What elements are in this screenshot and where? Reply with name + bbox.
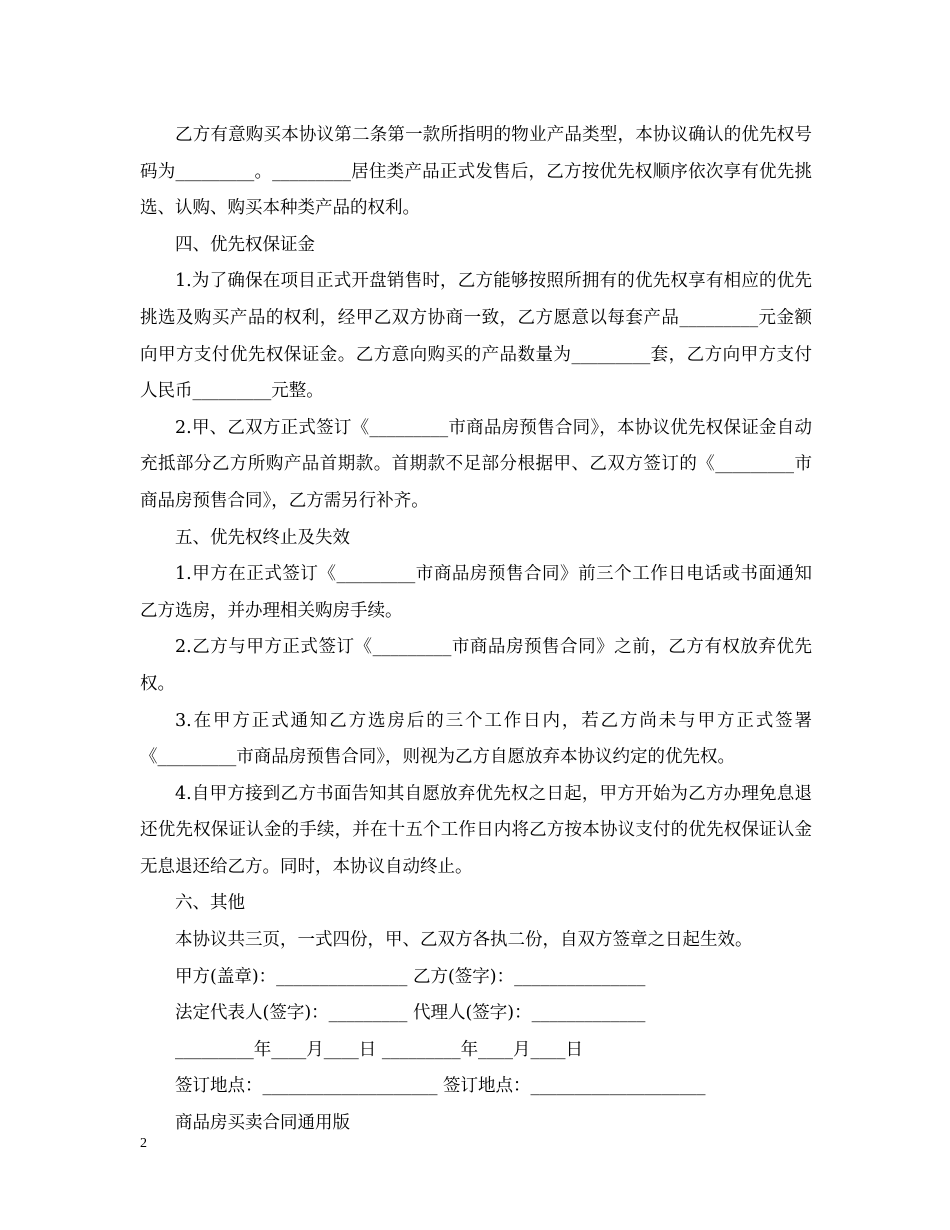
paragraph-5-4: 4.自甲方接到乙方书面告知其自愿放弃优先权之日起，甲方开始为乙方办理免息退还优先权保证认金的手续，并在十五个工作日内将乙方按本协议支付的优先权保证认金无息退还给乙方。同时，本协议自动终止。 (140, 783, 812, 877)
paragraph-5-3: 3.在甲方正式通知乙方选房后的三个工作日内，若乙方尚未与甲方正式签署《_________市商品房预售合同》，则视为乙方自愿放弃本协议约定的优先权。 (140, 710, 812, 768)
signature-line-locations: 签订地点：____________________ 签订地点：____________________ (175, 1076, 706, 1097)
section-heading-5: 五、优先权终止及失效 (175, 527, 350, 548)
paragraph-priority-number: 乙方有意购买本协议第二条第一款所指明的物业产品类型，本协议确认的优先权号码为_________。_________居住类产品正式发售后，乙方按优先权顺序依次享有优先挑选、认购、购买本种类产品的权利。 (140, 125, 812, 219)
paragraph-4-2: 2.甲、乙双方正式签订《_________市商品房预售合同》，本协议优先权保证金自动充抵部分乙方所购产品首期款。首期款不足部分根据甲、乙双方签订的《_________市商品房预售合同》，乙方需另行补齐。 (140, 417, 812, 511)
signature-line-representatives: 法定代表人(签字)：_________ 代理人(签字)：_____________ (175, 1003, 646, 1024)
paragraph-4-1: 1.为了确保在项目正式开盘销售时，乙方能够按照所拥有的优先权享有相应的优先挑选及购买产品的权利，经甲乙双方协商一致，乙方愿意以每套产品_________元金额向甲方支付优先权保证金。乙方意向购买的产品数量为_________套，乙方向甲方支付人民币_________元整。 (140, 271, 812, 402)
paragraph-5-2: 2.乙方与甲方正式签订《_________市商品房预售合同》之前，乙方有权放弃优先权。 (140, 637, 812, 694)
section-heading-4: 四、优先权保证金 (175, 234, 315, 255)
footer-title: 商品房买卖合同通用版 (175, 1113, 350, 1134)
signature-line-parties: 甲方(盖章)：_______________ 乙方(签字)：_______________ (175, 966, 646, 987)
page-number: 2 (140, 1136, 147, 1151)
signature-line-dates: _________年____月____日 _________年____月____日 (175, 1039, 584, 1060)
paragraph-6-1: 本协议共三页，一式四份，甲、乙双方各执二份，自双方签章之日起生效。 (175, 930, 753, 951)
paragraph-5-1: 1.甲方在正式签订《_________市商品房预售合同》前三个工作日电话或书面通知乙方选房，并办理相关购房手续。 (140, 564, 812, 621)
section-heading-6: 六、其他 (175, 893, 245, 914)
document-body (140, 117, 812, 1142)
